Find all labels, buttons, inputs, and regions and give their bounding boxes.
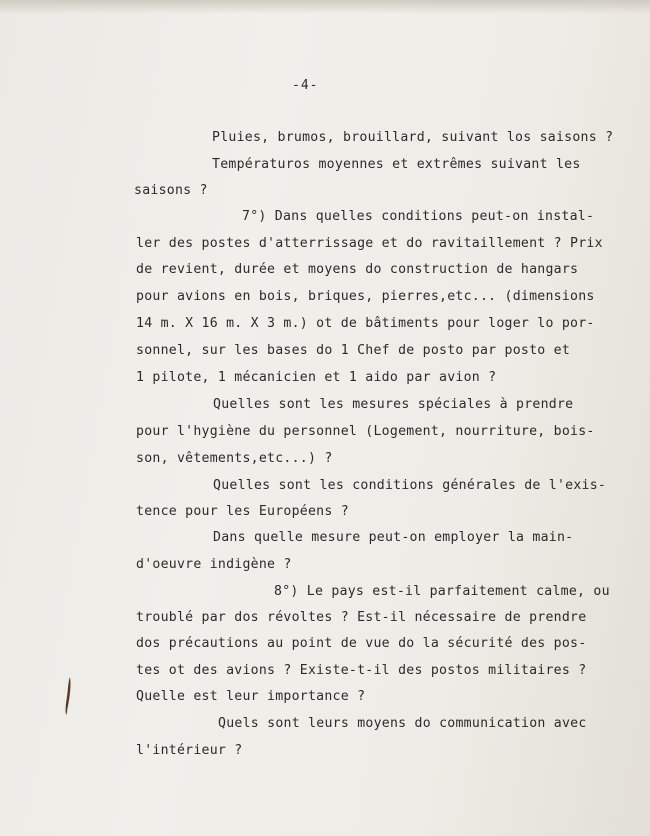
text-line: 1 pilote, 1 mécanicien et 1 aido par avion ? [136,370,497,385]
text-line: l'intérieur ? [136,743,243,758]
page-fold-shadow [0,0,650,14]
text-line: Quelle est leur importance ? [136,689,366,704]
text-line: Pluies, brumos, brouillard, suivant los saisons ? [212,130,614,145]
text-line: d'oeuvre indigène ? [136,557,292,572]
text-line: son, vêtements,etc...) ? [136,451,333,466]
text-line: pour avions en bois, briques, pierres,etc... (dimensions [136,289,595,304]
text-line: tes ot des avions ? Existe-t-il des postos militaires ? [136,663,587,678]
text-line: saisons ? [134,183,208,198]
text-line: Quelles sont les conditions générales de l'exis- [213,478,607,493]
ink-stain-mark [63,676,74,717]
text-line: Quelles sont les mesures spéciales à prendre [213,397,574,412]
text-line: 7°) Dans quelles conditions peut-on instal- [242,209,595,224]
page-number: -4- [292,78,319,93]
text-line: sonnel, sur les bases do 1 Chef de posto par posto et [136,343,571,358]
text-line: Dans quelle mesure peut-on employer la main- [213,530,574,545]
text-line: dos précautions au point de vue do la sécurité des pos- [136,636,587,651]
text-line: pour l'hygiène du personnel (Logement, nourriture, bois- [136,424,595,439]
text-line: de revient, durée et moyens do construction de hangars [136,262,579,277]
text-line: 14 m. X 16 m. X 3 m.) ot de bâtiments pour loger lo por- [136,316,595,331]
text-line: Quels sont leurs moyens do communication avec [218,716,587,731]
text-line: Températuros moyennes et extrêmes suivant les [212,157,581,172]
text-line: 8°) Le pays est-il parfaitement calme, ou [274,584,610,599]
text-line: ler des postes d'atterrissage et do ravitaillement ? Prix [136,236,603,251]
text-line: troublé par dos révoltes ? Est-il nécessaire de prendre [136,610,587,625]
text-line: tence pour les Européens ? [136,504,349,519]
